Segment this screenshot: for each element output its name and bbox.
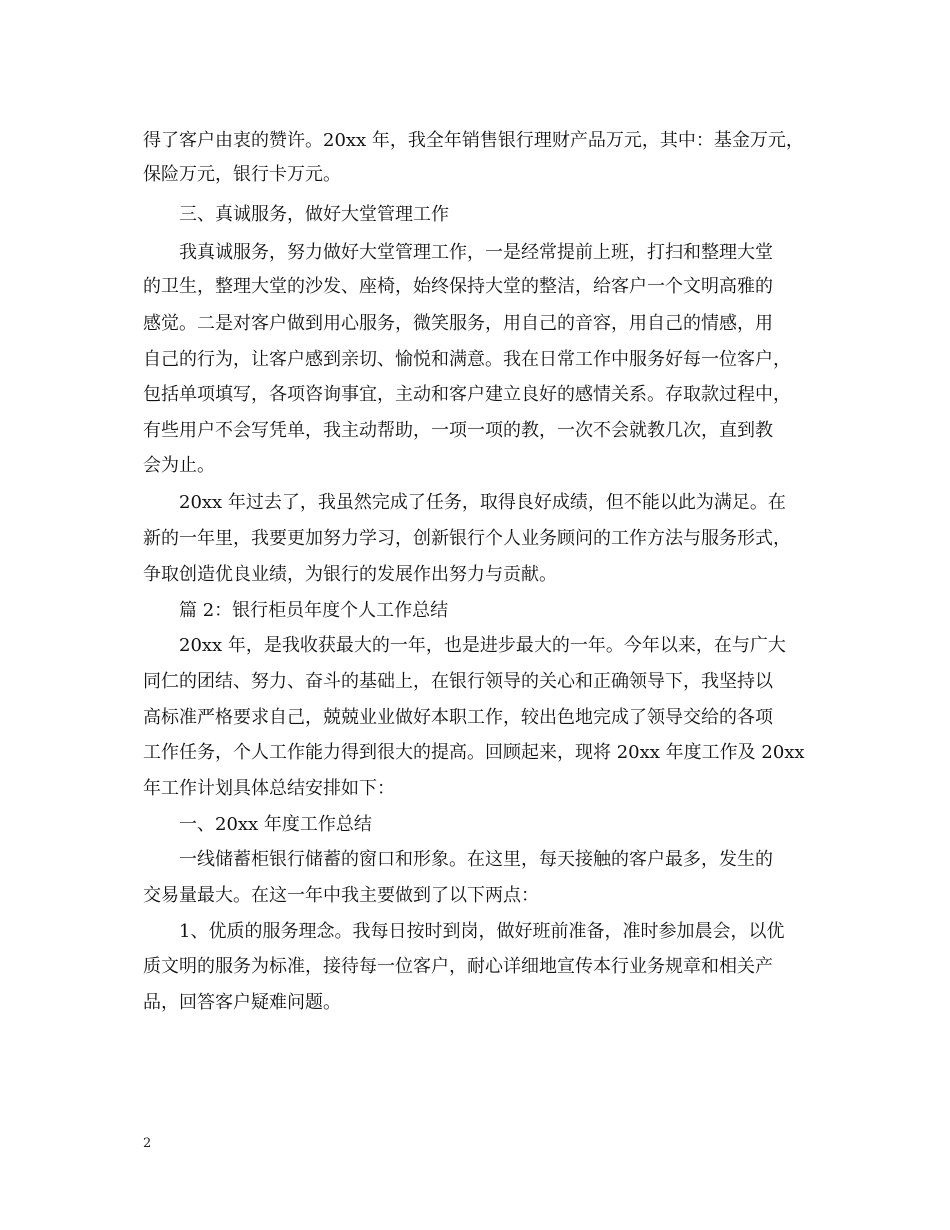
text-line: 保险万元，银行卡万元。	[143, 164, 341, 185]
text-line: 同仁的团结、努力、奋斗的基础上，在银行领导的关心和正确领导下，我坚持以	[143, 671, 773, 692]
text-line: 交易量最大。在这一年中我主要做到了以下两点：	[143, 885, 539, 906]
text-line: 感觉。二是对客户做到用心服务，微笑服务，用自己的音容，用自己的情感，用	[143, 313, 773, 334]
text-line: 工作任务，个人工作能力得到很大的提高。回顾起来，现将 20xx 年度工作及 20xx	[143, 742, 805, 763]
text-line: 得了客户由衷的赞许。20xx 年，我全年销售银行理财产品万元，其中：基金万元，	[143, 130, 804, 151]
text-line: 会为止。	[143, 455, 215, 476]
text-line: 20xx 年过去了，我虽然完成了任务，取得良好成绩，但不能以此为满足。在	[179, 492, 786, 513]
text-line: 的卫生，整理大堂的沙发、座椅，始终保持大堂的整洁，给客户一个文明高雅的	[143, 276, 773, 297]
text-line: 一线储蓄柜银行储蓄的窗口和形象。在这里，每天接触的客户最多，发生的	[179, 849, 773, 870]
text-line: 20xx 年，是我收获最大的一年，也是进步最大的一年。今年以来，在与广大	[179, 635, 786, 656]
text-line: 自己的行为，让客户感到亲切、愉悦和满意。我在日常工作中服务好每一位客户，	[143, 349, 791, 370]
text-line: 1、优质的服务理念。我每日按时到岗，做好班前准备，准时参加晨会，以优	[179, 921, 785, 942]
text-line: 质文明的服务为标准，接待每一位客户，耐心详细地宣传本行业务规章和相关产	[143, 956, 773, 977]
text-line: 有些用户不会写凭单，我主动帮助，一项一项的教，一次不会就教几次，直到教	[143, 420, 773, 441]
section-heading: 篇 2：银行柜员年度个人工作总结	[179, 600, 449, 621]
text-line: 争取创造优良业绩，为银行的发展作出努力与贡献。	[143, 564, 557, 585]
text-line: 品，回答客户疑难问题。	[143, 992, 341, 1013]
text-line: 新的一年里，我要更加努力学习，创新银行个人业务顾问的工作方法与服务形式，	[143, 528, 791, 549]
section-heading: 一、20xx 年度工作总结	[179, 814, 372, 835]
text-line: 高标准严格要求自己，兢兢业业做好本职工作，较出色地完成了领导交给的各项	[143, 707, 773, 728]
section-heading: 三、真诚服务，做好大堂管理工作	[179, 204, 449, 225]
text-line: 包括单项填写，各项咨询事宜，主动和客户建立良好的感情关系。存取款过程中，	[143, 384, 791, 405]
page-number: 2	[143, 1136, 152, 1151]
text-line: 我真诚服务，努力做好大堂管理工作，一是经常提前上班，打扫和整理大堂	[179, 242, 773, 263]
text-line: 年工作计划具体总结安排如下：	[143, 778, 395, 799]
